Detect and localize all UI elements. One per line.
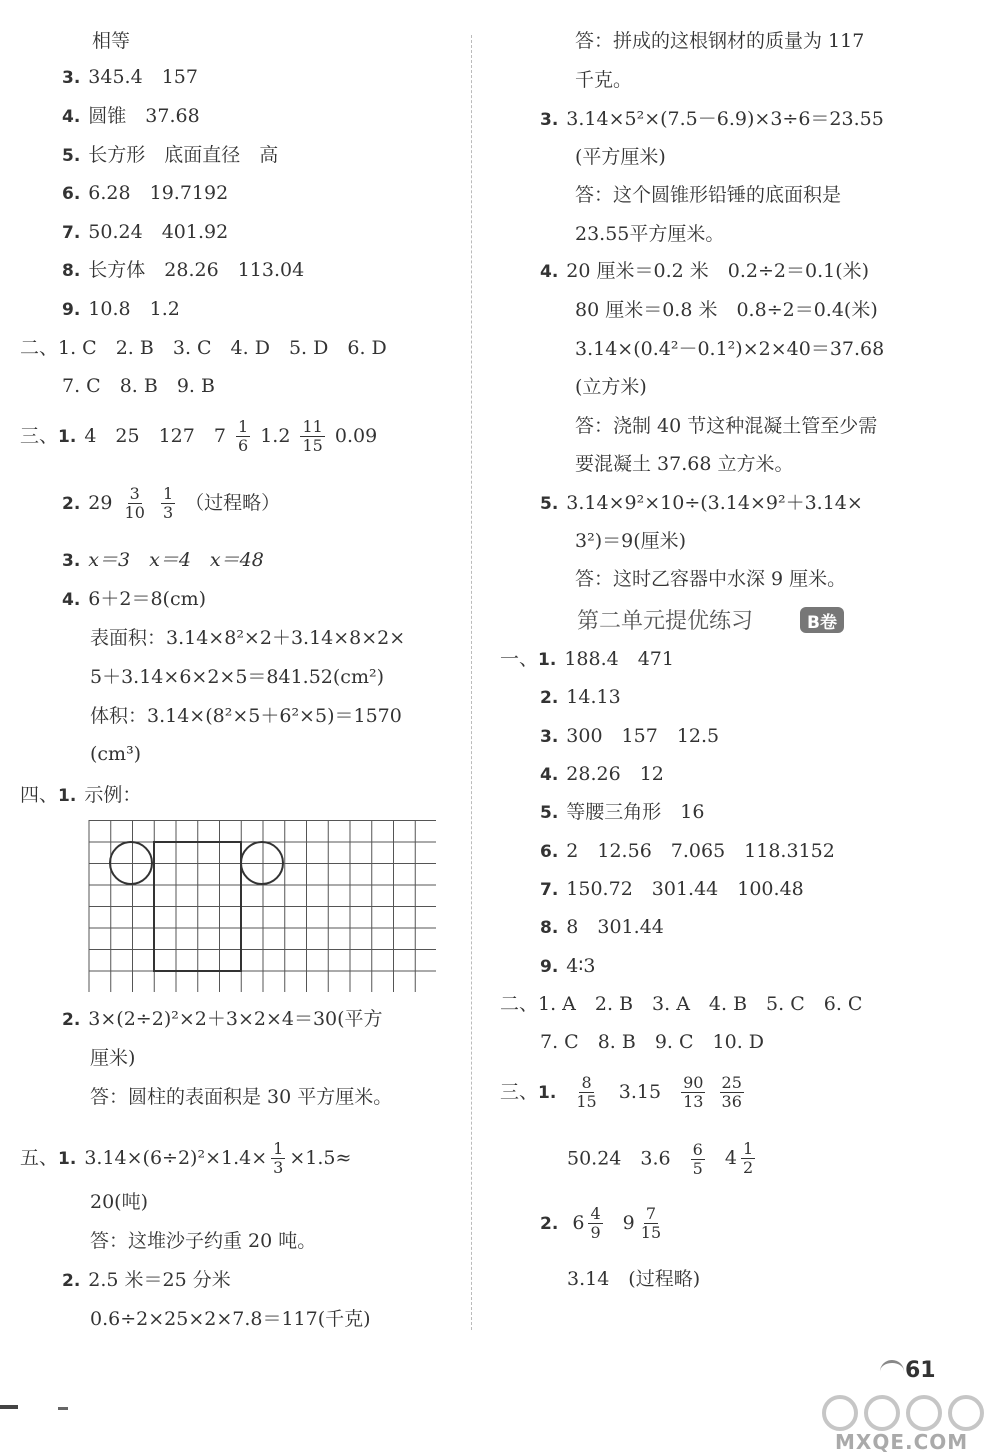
fraction: $\frac{6}{5}$ — [692, 1139, 703, 1178]
section-label: 三、 — [20, 424, 59, 447]
answer-text: ×1.5≈ — [289, 1146, 352, 1169]
answer-text: 3.14×5²×(7.5－6.9)×3÷6＝23.55 — [566, 108, 884, 130]
answer-line — [540, 494, 863, 513]
item-number: 4. — [540, 262, 559, 282]
answer-line — [540, 1205, 667, 1243]
answer-line: 答：这时乙容器中水深 9 厘米。 — [575, 568, 847, 590]
answer-line — [540, 842, 835, 861]
answer-text: 4∶3 — [566, 955, 596, 977]
edge-mark — [58, 1407, 68, 1410]
answer-text: 1. C 2. B 3. C 4. D 5. D 6. D — [58, 337, 387, 359]
answer-text: 长方体 28.26 113.04 — [88, 259, 305, 281]
answer-text: 长方形 底面直径 高 — [88, 144, 279, 166]
fraction: $\frac{25}{36}$ — [721, 1073, 742, 1112]
answer-text: 4 25 127 7 — [84, 424, 226, 447]
fraction: $\frac{1}{6}$ — [237, 417, 249, 456]
item-number: 3. — [62, 68, 81, 88]
answer-text: 50.24 401.92 — [88, 221, 229, 243]
item-number: 8. — [540, 918, 559, 938]
answer-line — [62, 107, 200, 126]
answer-line — [62, 485, 280, 523]
fraction: $\frac{8}{15}$ — [576, 1073, 597, 1112]
answer-text: 3.15 — [618, 1080, 662, 1103]
answer-text: 14.13 — [566, 686, 621, 708]
item-number: 5. — [540, 494, 559, 514]
item-number: 9. — [540, 957, 559, 977]
answer-text: 3.14×9²×10÷(3.14×9²＋3.14× — [566, 492, 863, 514]
answer-line — [540, 957, 595, 976]
section-label: 四、 — [20, 784, 59, 806]
answer-line — [540, 688, 621, 707]
fraction: $\frac{1}{3}$ — [273, 1139, 284, 1178]
answer-line: 3²)＝9(厘米) — [575, 530, 687, 552]
answer-text: 1. A 2. B 3. A 4. B 5. C 6. C — [538, 993, 863, 1015]
answer-line — [540, 262, 869, 281]
edge-mark — [0, 1405, 18, 1409]
answer-text: 示例： — [84, 784, 142, 806]
answer-line: (立方米) — [575, 376, 647, 398]
answer-line: 3.14 (过程略) — [567, 1268, 701, 1290]
item-number: 2. — [540, 1214, 559, 1235]
answer-line: 厘米) — [90, 1047, 136, 1069]
answer-line: 0.6÷2×25×2×7.8＝117(千克) — [90, 1308, 371, 1330]
answer-line: 20(吨) — [90, 1191, 149, 1213]
fraction: $\frac{1}{3}$ — [162, 484, 174, 523]
fraction: $\frac{3}{10}$ — [124, 484, 145, 523]
answer-line — [62, 590, 206, 609]
item-number: 2. — [540, 688, 559, 708]
answer-line — [62, 261, 304, 280]
answer-text: 0.09 — [334, 424, 378, 447]
answer-text: 6.28 19.7192 — [88, 182, 229, 204]
answer-line: 5＋3.14×6×2×5＝841.52(cm²) — [90, 666, 384, 688]
item-number: 1. — [58, 1148, 77, 1169]
item-number: 1. — [58, 426, 77, 447]
answer-line — [62, 1010, 383, 1029]
answer-text: 188.4 471 — [564, 648, 674, 670]
answer-text: 8 301.44 — [566, 916, 664, 938]
section-label: 三、 — [500, 1080, 539, 1103]
answer-line — [20, 418, 377, 456]
answer-text: 3.14×(6÷2)²×1.4× — [84, 1146, 268, 1169]
item-number: 4. — [62, 107, 81, 127]
mixed-number: 9 $\frac{7}{15}$ — [622, 1204, 662, 1243]
answer-line: 23.55平方厘米。 — [575, 223, 725, 245]
item-number: 5. — [62, 146, 81, 166]
fraction: $\frac{11}{15}$ — [302, 417, 323, 456]
page-number-decoration — [880, 1360, 904, 1383]
grid-figure — [88, 820, 436, 992]
answer-line: 答：这堆沙子约重 20 吨。 — [90, 1230, 317, 1252]
volume-badge: B卷 — [800, 607, 844, 633]
answer-line — [20, 1140, 351, 1178]
mixed-number: 6 $\frac{4}{9}$ — [572, 1204, 601, 1243]
answer-line: 相等 — [92, 30, 131, 52]
answer-line — [62, 1271, 231, 1290]
watermark-text: MXQE.COM — [835, 1430, 969, 1454]
page-number: 61 — [905, 1358, 936, 1383]
item-number: 6. — [62, 184, 81, 204]
item-number: 8. — [62, 261, 81, 281]
answer-line — [62, 300, 180, 319]
answer-text: 300 157 12.5 — [566, 725, 720, 747]
item-number: 2. — [62, 1271, 81, 1291]
item-number: 1. — [58, 786, 77, 806]
answer-line: (平方厘米) — [575, 146, 666, 168]
answer-line — [567, 1140, 759, 1178]
item-number: 6. — [540, 842, 559, 862]
answer-text: 1.2 — [260, 424, 291, 447]
answer-line — [20, 786, 141, 805]
answer-text: 圆锥 37.68 — [88, 105, 200, 127]
answer-line: 80 厘米＝0.8 米 0.8÷2＝0.4(米) — [575, 299, 878, 321]
item-number: 2. — [62, 493, 81, 514]
section-label: 一、 — [500, 648, 539, 670]
answer-line — [500, 1074, 748, 1112]
answer-text: 2 12.56 7.065 118.3152 — [566, 840, 835, 862]
answer-text: 50.24 3.6 — [567, 1147, 671, 1170]
answer-line — [540, 765, 664, 784]
item-number: 3. — [540, 727, 559, 747]
item-number: 3. — [540, 110, 559, 130]
answer-text: 150.72 301.44 100.48 — [566, 878, 804, 900]
answer-text: 29 — [88, 491, 113, 514]
item-number: 7. — [540, 880, 559, 900]
item-number: 1. — [538, 650, 557, 670]
answer-line: 要混凝土 37.68 立方米。 — [575, 453, 794, 475]
answer-text: 3×(2÷2)²×2＋3×2×4＝30(平方 — [88, 1008, 383, 1030]
answer-line — [540, 110, 884, 129]
answer-line — [62, 551, 264, 570]
section-label: 五、 — [20, 1146, 59, 1169]
item-number: 4. — [540, 765, 559, 785]
answer-line: 体积：3.14×(8²×5＋6²×5)＝1570 — [90, 705, 402, 727]
section-label: 二、 — [20, 337, 59, 359]
item-number: 2. — [62, 1010, 81, 1030]
answer-line: 答：拼成的这根钢材的质量为 117 — [575, 30, 865, 52]
fraction: $\frac{90}{13}$ — [683, 1073, 704, 1112]
answer-line — [540, 880, 804, 899]
answer-line — [540, 918, 664, 937]
item-number: 1. — [538, 1082, 557, 1103]
answer-line — [20, 339, 387, 358]
answer-line — [62, 184, 228, 203]
answer-line: 答：这个圆锥形铅锤的底面积是 — [575, 184, 842, 206]
column-divider — [471, 35, 472, 1330]
answer-line — [500, 995, 862, 1014]
item-number: 7. — [62, 223, 81, 243]
mixed-number: 4 $\frac{1}{2}$ — [724, 1139, 754, 1178]
answer-line — [540, 727, 719, 746]
answer-line: 表面积：3.14×8²×2＋3.14×8×2× — [90, 627, 406, 649]
answer-line — [62, 223, 228, 242]
item-number: 3. — [62, 551, 81, 571]
answer-text: 2.5 米＝25 分米 — [88, 1269, 231, 1291]
answer-line: 答：浇制 40 节这种混凝土管至少需 — [575, 415, 878, 437]
answer-line: 答：圆柱的表面积是 30 平方厘米。 — [90, 1086, 393, 1108]
answer-line — [500, 650, 674, 669]
answer-text: 20 厘米＝0.2 米 0.2÷2＝0.1(米) — [566, 260, 870, 282]
answer-line: 3.14×(0.4²－0.1²)×2×40＝37.68 — [575, 338, 885, 360]
answer-line: 7. C 8. B 9. B — [62, 375, 215, 397]
answer-line — [62, 146, 278, 165]
section-label: 二、 — [500, 993, 539, 1015]
answer-text: 等腰三角形 16 — [566, 801, 705, 823]
answer-text: 10.8 1.2 — [88, 298, 180, 320]
answer-line: (cm³) — [90, 743, 142, 765]
item-number: 5. — [540, 803, 559, 823]
answer-text: 345.4 157 — [88, 66, 198, 88]
answer-line: 7. C 8. B 9. C 10. D — [540, 1031, 765, 1053]
answer-text: 28.26 12 — [566, 763, 664, 785]
answer-line — [62, 68, 198, 87]
answer-line: 千克。 — [575, 69, 633, 91]
answer-line — [540, 803, 704, 822]
answer-text: x＝3 x＝4 x＝48 — [88, 549, 264, 571]
item-number: 4. — [62, 590, 81, 610]
answer-text: 6＋2＝8(cm) — [88, 588, 207, 610]
answer-text: （过程略） — [185, 491, 281, 514]
item-number: 9. — [62, 300, 81, 320]
unit-title: 第二单元提优练习 — [577, 609, 754, 634]
